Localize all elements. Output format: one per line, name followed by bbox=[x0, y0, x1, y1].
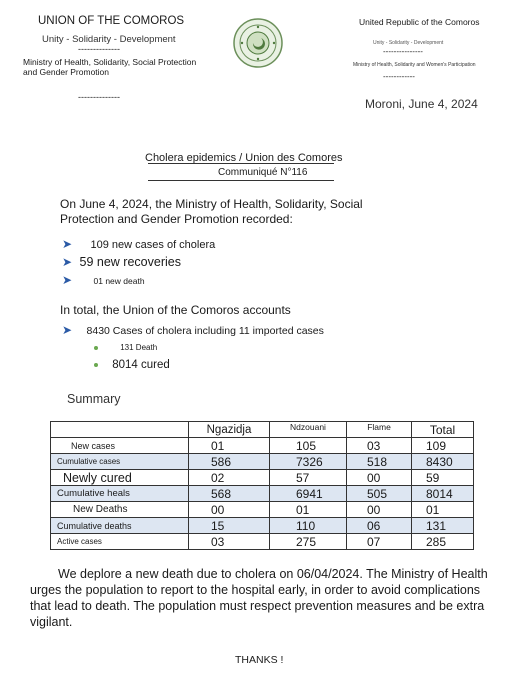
bullet-icon bbox=[94, 363, 98, 367]
table-row: Newly cured 02 57 00 59 bbox=[51, 470, 474, 486]
national-seal-icon bbox=[233, 18, 283, 68]
table-row: New Deaths 00 01 00 01 bbox=[51, 502, 474, 518]
intro-line: On June 4, 2024, the Ministry of Health, Solidarity, Social bbox=[60, 197, 363, 211]
arrow-bullet-icon: ➤ bbox=[62, 255, 73, 269]
country-motto: Unity - Solidarity - Development bbox=[42, 34, 176, 45]
document-title: Cholera epidemics / Union des Comores bbox=[145, 152, 343, 164]
header-divider: -------------- bbox=[78, 44, 120, 54]
bullet-icon bbox=[94, 346, 98, 350]
republic-title: United Republic of the Comoros bbox=[359, 17, 480, 27]
list-item: ➤ 109 new cases of cholera bbox=[62, 237, 216, 251]
republic-ministry: Ministry of Health, Solidarity and Women's Participation bbox=[353, 62, 476, 68]
list-item: ➤ 01 new death bbox=[62, 273, 145, 287]
thanks-text: THANKS ! bbox=[235, 654, 284, 666]
list-item: ➤ 8430 Cases of cholera including 11 imported cases bbox=[62, 323, 324, 337]
header-cell bbox=[51, 422, 189, 438]
closing-paragraph: We deplore a new death due to cholera on 06/04/2024. The Ministry of Health urges the population to report to the hospital early, in order to avoid complications that lead to death. The population must respect prevention measures and be extra vigilant. bbox=[30, 567, 488, 629]
communique-number: Communiqué N°116 bbox=[218, 167, 308, 178]
list-item: 131 Death bbox=[94, 343, 157, 352]
arrow-bullet-icon: ➤ bbox=[62, 237, 73, 251]
table-row: Active cases 03 275 07 285 bbox=[51, 534, 474, 550]
header-divider: --------------- bbox=[383, 47, 423, 56]
totals-intro: In total, the Union of the Comoros accounts bbox=[60, 303, 291, 317]
table-row: Cumulative heals 568 6941 505 8014 bbox=[51, 486, 474, 502]
table-header-row bbox=[51, 422, 474, 438]
place-date: Moroni, June 4, 2024 bbox=[365, 97, 478, 111]
list-item: 8014 cured bbox=[94, 359, 170, 371]
country-title: UNION OF THE COMOROS bbox=[38, 15, 185, 27]
republic-motto: Unity - Solidarity - Development bbox=[373, 40, 444, 46]
title-rule bbox=[148, 163, 334, 164]
header-cell: Ngazidja bbox=[189, 422, 270, 438]
table-row: New cases 01 105 03 109 bbox=[51, 438, 474, 454]
arrow-bullet-icon: ➤ bbox=[62, 273, 73, 287]
intro-line: Protection and Gender Promotion recorded: bbox=[60, 212, 293, 226]
summary-heading: Summary bbox=[67, 392, 121, 406]
table-row: Cumulative cases 586 7326 518 8430 bbox=[51, 454, 474, 470]
header-cell: Ndzouani bbox=[270, 422, 347, 438]
header-cell: Total bbox=[412, 422, 474, 438]
ministry-name: Ministry of Health, Solidarity, Social Protection and Gender Promotion bbox=[23, 57, 197, 77]
table-row: Cumulative deaths 15 110 06 131 bbox=[51, 518, 474, 534]
header-divider: ------------ bbox=[383, 72, 415, 81]
header-divider: -------------- bbox=[78, 92, 120, 102]
header-cell: Flame bbox=[347, 422, 412, 438]
summary-table bbox=[50, 421, 474, 550]
arrow-bullet-icon: ➤ bbox=[62, 323, 73, 337]
title-rule bbox=[148, 180, 334, 181]
list-item: ➤ 59 new recoveries bbox=[62, 255, 181, 269]
